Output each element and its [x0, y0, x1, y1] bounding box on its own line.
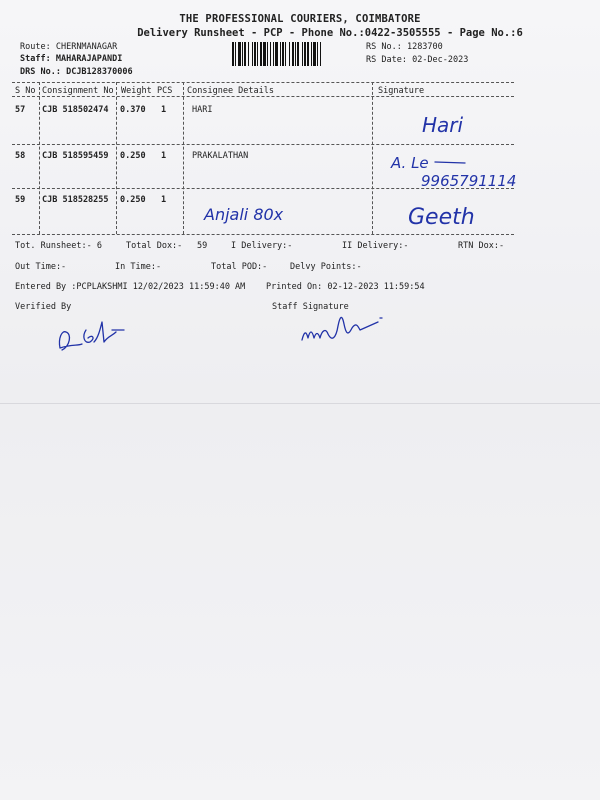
- route-value: CHERNMANAGAR: [55, 42, 118, 52]
- consignee-note: Anjali 80x: [204, 205, 284, 224]
- total-dox-label: Total Dox:-: [126, 241, 183, 251]
- handwritten-signature: [385, 152, 525, 196]
- col-header-consignment: Consignment No: [42, 86, 114, 96]
- barcode-bar: [313, 42, 316, 66]
- col-header-pcs: PCS: [157, 86, 173, 96]
- col-divider-4: [372, 82, 373, 234]
- barcode-bar: [267, 42, 268, 66]
- barcode-bar: [235, 42, 236, 66]
- drs-line: [20, 67, 133, 77]
- col-header-consignee: Consignee Details: [187, 86, 274, 96]
- barcode-bar: [320, 42, 321, 66]
- barcode-bar: [304, 42, 306, 66]
- barcode-bar: [297, 42, 299, 66]
- row-consignee: HARI: [192, 105, 213, 115]
- col-divider-3: [183, 82, 184, 234]
- signature-stroke: [59, 322, 124, 350]
- row-consignment: CJB 518528255: [42, 195, 109, 205]
- printed-on: Printed On: 02-12-2023 11:59:54: [266, 282, 425, 292]
- col-header-sno: S No: [15, 86, 36, 96]
- total-pod-label: Total POD:-: [211, 262, 268, 272]
- barcode-bar: [295, 42, 296, 66]
- barcode-bar: [292, 42, 294, 66]
- in-time-label: In Time:-: [115, 262, 162, 272]
- row-consignee: PRAKALATHAN: [192, 151, 249, 161]
- handwritten-signature: [404, 198, 514, 236]
- drs-value: DCJB128370006: [66, 67, 133, 77]
- drs-label: DRS No.:: [20, 67, 61, 77]
- barcode-bar: [307, 42, 309, 66]
- staff-signature: [298, 304, 398, 354]
- signature-text: Hari: [422, 113, 464, 137]
- rs-date-line: [366, 55, 468, 65]
- staff-label: Staff:: [20, 54, 51, 64]
- col-divider-1: [39, 82, 40, 234]
- total-dox-value: 59: [197, 241, 208, 251]
- barcode-bar: [244, 42, 246, 66]
- staff-signature-label: Staff Signature: [272, 302, 349, 312]
- table-header-rule: [12, 96, 514, 97]
- barcode-bar: [238, 42, 241, 66]
- row-pcs: 1: [161, 195, 167, 205]
- handwritten-note: [200, 200, 310, 230]
- barcode-bar: [248, 42, 249, 66]
- row-pcs: 1: [161, 105, 167, 115]
- rs-no-label: RS No.:: [366, 42, 402, 52]
- staff-value: MAHARAJAPANDI: [55, 54, 123, 64]
- delvy-points-label: Delvy Points:-: [290, 262, 362, 272]
- rs-date-value: 02-Dec-2023: [412, 55, 469, 65]
- barcode-bar: [270, 42, 271, 66]
- runsheet-subtitle: Delivery Runsheet - PCP - Phone No.:0422-3505555 - Page No.:6: [137, 27, 523, 39]
- barcode-bar: [282, 42, 284, 66]
- row-57-rule: [12, 144, 514, 145]
- barcode-bar: [311, 42, 312, 66]
- barcode-bar: [254, 42, 256, 66]
- signature-stroke: [302, 317, 382, 340]
- staff-line: [20, 54, 122, 64]
- barcode-bar: [289, 42, 290, 66]
- rs-no-value: 1283700: [406, 42, 443, 52]
- barcode-bar: [285, 42, 286, 66]
- signature-stroke: [435, 162, 465, 163]
- signature-text: Geeth: [408, 205, 475, 230]
- rs-date-label: RS Date:: [366, 55, 407, 65]
- i-delivery-label: I Delivery:-: [231, 241, 293, 251]
- row-sno: 59: [15, 195, 26, 205]
- paper-fold-line: [0, 403, 600, 404]
- table-top-rule: [12, 82, 514, 83]
- row-weight: 0.250: [120, 151, 146, 161]
- route-line: [20, 42, 117, 52]
- verified-by-signature: [52, 308, 142, 358]
- ii-delivery-label: II Delivery:-: [342, 241, 409, 251]
- route-label: Route:: [20, 42, 51, 52]
- rtn-dox-label: RTN Dox:-: [458, 241, 505, 251]
- barcode-bar: [252, 42, 253, 66]
- row-sno: 58: [15, 151, 26, 161]
- barcode-bar: [275, 42, 278, 66]
- row-weight: 0.250: [120, 195, 146, 205]
- out-time-label: Out Time:-: [15, 262, 67, 272]
- entered-by: Entered By :PCPLAKSHMI 12/02/2023 11:59:40 AM: [15, 282, 246, 292]
- barcode-bar: [257, 42, 258, 66]
- signature-text: A. Le: [391, 154, 429, 172]
- barcode-bar: [263, 42, 266, 66]
- col-header-signature: Signature: [378, 86, 425, 96]
- row-consignment: CJB 518502474: [42, 105, 109, 115]
- col-header-weight: Weight: [121, 86, 152, 96]
- barcode-bar: [317, 42, 318, 66]
- barcode-bar: [273, 42, 274, 66]
- barcode-bar: [302, 42, 303, 66]
- handwritten-signature: [418, 110, 498, 140]
- barcode-bar: [260, 42, 262, 66]
- phone-note: 9965791114: [421, 172, 517, 190]
- row-weight: 0.370: [120, 105, 146, 115]
- barcode-bar: [280, 42, 281, 66]
- company-title: THE PROFESSIONAL COURIERS, COIMBATORE: [179, 13, 421, 25]
- verified-by-label: Verified By: [15, 302, 72, 312]
- barcode-bar: [242, 42, 243, 66]
- col-divider-2: [116, 82, 117, 234]
- tot-runsheet: Tot. Runsheet:- 6: [15, 241, 102, 251]
- row-consignment: CJB 518595459: [42, 151, 109, 161]
- barcode-image: [232, 42, 358, 66]
- barcode-bar: [232, 42, 234, 66]
- rs-no-line: [366, 42, 443, 52]
- row-sno: 57: [15, 105, 26, 115]
- row-pcs: 1: [161, 151, 167, 161]
